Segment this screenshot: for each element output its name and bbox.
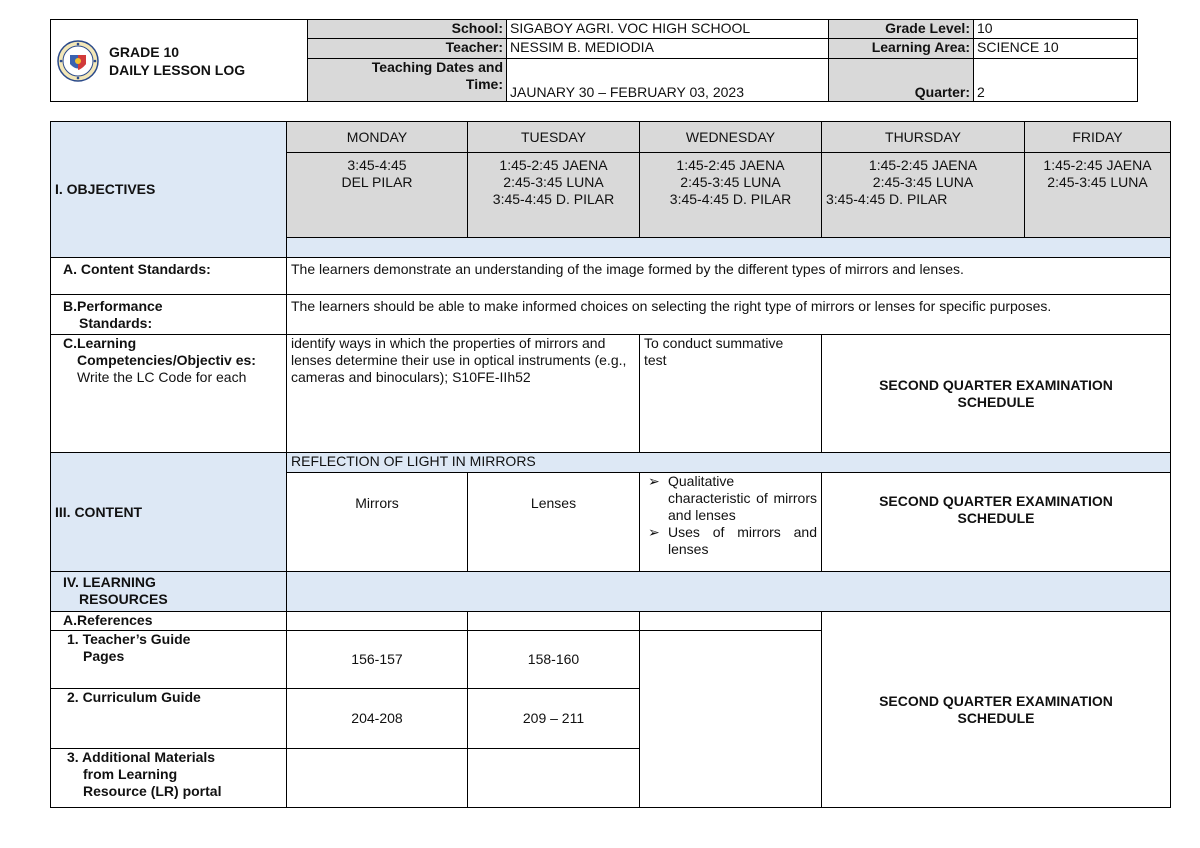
content-wednesday: [640, 473, 822, 572]
additional-materials-label: [51, 749, 287, 808]
teacher-label: Teacher:: [308, 39, 507, 58]
schedule-tuesday: [468, 153, 640, 238]
performance-label-line2: Standards:: [79, 315, 153, 331]
references-wednesday: [640, 612, 822, 631]
exam-line2: SCHEDULE: [957, 393, 1035, 410]
school-label: School:: [308, 20, 507, 39]
schedule-line: 2:45-3:45 LUNA: [1047, 174, 1148, 190]
exam-line1: SECOND QUARTER EXAMINATION: [879, 493, 1113, 509]
curriculum-guide-label: 2. Curriculum Guide: [51, 689, 287, 749]
schedule-monday: [287, 153, 468, 238]
exam-schedule-note: [822, 335, 1171, 453]
schedule-line: 1:45-2:45 JAENA: [1043, 157, 1152, 173]
tg-label-line2: Pages: [83, 648, 125, 664]
schedule-line: 2:45-3:45 LUNA: [872, 174, 974, 190]
exam-schedule-note: [822, 612, 1171, 808]
schedule-line: 3:45-4:45 D. PILAR: [669, 191, 792, 207]
schedule-line: 3:45-4:45: [347, 157, 407, 173]
cg-monday: 204-208: [287, 689, 468, 749]
teaching-dates-label-line1: Teaching Dates and: [371, 58, 503, 75]
arrow-bullet-icon: ➢: [648, 473, 660, 489]
exam-line1: SECOND QUARTER EXAMINATION: [879, 376, 1113, 393]
schedule-line: 2:45-3:45 LUNA: [680, 174, 781, 190]
learning-resources-spacer: [287, 572, 1171, 612]
list-item: [644, 524, 817, 558]
objectives-title: I. OBJECTIVES: [51, 122, 287, 258]
schedule-line: 2:45-3:45 LUNA: [503, 174, 604, 190]
schedule-line: DEL PILAR: [341, 174, 413, 190]
tg-label-line1: 1. Teacher’s Guide: [67, 631, 191, 647]
day-friday: FRIDAY: [1025, 122, 1171, 153]
am-label-line2: from Learning: [83, 766, 178, 782]
performance-label-line1: B.Performance: [63, 298, 163, 314]
day-tuesday: TUESDAY: [468, 122, 640, 153]
content-standards-label: A. Content Standards:: [51, 258, 287, 295]
deped-seal-icon: [57, 40, 99, 82]
content-monday: Mirrors: [287, 473, 468, 572]
log-title-line1: GRADE 10: [109, 43, 180, 60]
competency-note: Write the LC Code for each: [77, 369, 247, 385]
tg-monday: 156-157: [287, 631, 468, 689]
schedule-wednesday: [640, 153, 822, 238]
day-monday: MONDAY: [287, 122, 468, 153]
resources-title-line1: IV. LEARNING: [63, 574, 156, 590]
bullet-text: Qualitative characteristic of mirrors and lenses: [668, 473, 817, 523]
resources-wednesday: [640, 631, 822, 808]
quarter-label: Quarter:: [829, 58, 974, 101]
teachers-guide-label: [51, 631, 287, 689]
learning-resources-title: [51, 572, 287, 612]
schedule-friday: [1025, 153, 1171, 238]
am-monday: [287, 749, 468, 808]
content-title: III. CONTENT: [51, 453, 287, 572]
learning-area-value: SCIENCE 10: [974, 39, 1138, 58]
teaching-dates-label-line2: Time:: [465, 75, 503, 92]
log-title-line2: DAILY LESSON LOG: [109, 61, 246, 78]
content-tuesday: Lenses: [468, 473, 640, 572]
arrow-bullet-icon: ➢: [648, 524, 660, 540]
day-wednesday: WEDNESDAY: [640, 122, 822, 153]
schedule-line: 3:45-4:45 D. PILAR: [492, 191, 615, 207]
performance-standards-label: [51, 295, 287, 335]
schedule-line: 3:45-4:45 D. PILAR: [826, 191, 948, 207]
resources-title-line2: RESOURCES: [79, 591, 168, 607]
teaching-dates-label: [308, 58, 507, 101]
schedule-line: 1:45-2:45 JAENA: [868, 157, 978, 173]
teacher-value: NESSIM B. MEDIODIA: [507, 39, 829, 58]
content-topic: REFLECTION OF LIGHT IN MIRRORS: [287, 453, 1171, 473]
cg-tuesday: 209 – 211: [468, 689, 640, 749]
lesson-log-header: [50, 19, 1138, 102]
wednesday-summative-text: To conduct summative test: [640, 335, 822, 453]
references-monday: [287, 612, 468, 631]
grade-level-label: Grade Level:: [829, 20, 974, 39]
exam-schedule-note: [822, 473, 1171, 572]
teaching-dates-value: JAUNARY 30 – FEBRUARY 03, 2023: [507, 58, 829, 101]
schedule-thursday: [822, 153, 1025, 238]
exam-line2: SCHEDULE: [957, 709, 1035, 726]
competency-text: identify ways in which the properties of mirrors and lenses determine their use in optical instruments (e.g., cameras and binoculars); S10FE-IIh52: [287, 335, 640, 453]
content-bullet-list: [644, 473, 817, 558]
am-label-line1: 3. Additional Materials: [67, 749, 216, 765]
list-item: [644, 473, 817, 524]
references-label: A.References: [51, 612, 287, 631]
daily-lesson-table: [50, 121, 1171, 808]
day-thursday: THURSDAY: [822, 122, 1025, 153]
exam-line1: SECOND QUARTER EXAMINATION: [879, 692, 1113, 709]
competency-label-line2: Competencies/Objectiv es:: [77, 352, 256, 368]
references-tuesday: [468, 612, 640, 631]
quarter-value: 2: [974, 58, 1138, 101]
schedule-line: 1:45-2:45 JAENA: [499, 157, 608, 173]
learning-competencies-label: [51, 335, 287, 453]
schedule-line: 1:45-2:45 JAENA: [676, 157, 785, 173]
header-title-cell: [51, 20, 308, 102]
bullet-text: Uses of mirrors and lenses: [668, 524, 817, 557]
grade-level-value: 10: [974, 20, 1138, 39]
performance-standards-text: The learners should be able to make informed choices on selecting the right type of mirrors or lenses for specific purposes.: [287, 295, 1171, 335]
tg-tuesday: 158-160: [468, 631, 640, 689]
exam-line2: SCHEDULE: [957, 510, 1035, 526]
school-value: SIGABOY AGRI. VOC HIGH SCHOOL: [507, 20, 829, 39]
learning-area-label: Learning Area:: [829, 39, 974, 58]
am-tuesday: [468, 749, 640, 808]
competency-label-line1: C.Learning: [63, 335, 137, 351]
content-standards-text: The learners demonstrate an understanding of the image formed by the different types of mirrors and lenses.: [287, 258, 1171, 295]
objectives-spacer: [287, 238, 1171, 258]
am-label-line3: Resource (LR) portal: [83, 783, 222, 799]
